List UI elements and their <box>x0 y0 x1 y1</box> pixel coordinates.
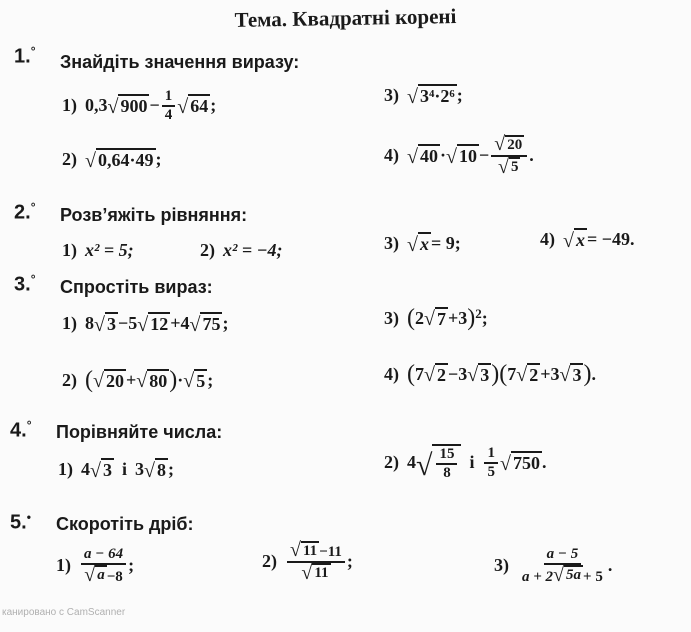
task-3-item-1: 1) 8 √ 3 −5 √ 12 +4 √ 75 ; <box>62 312 229 336</box>
task-2-item-2: 2) x² = −4; <box>200 240 283 260</box>
task-4-item-2: 2) 4 √ $\frac{15}{8}$ і $\frac{1}{5}$ √ 750 . <box>384 445 547 482</box>
task-4-item-1: 1) 4 √ 3 і 3 √ 8 ; <box>58 458 174 482</box>
task-1-item-2: 2) √ 0,64·49 ; <box>62 148 162 172</box>
task-2-number: 2.° <box>14 200 36 224</box>
task-3-heading: Спростіть вираз: <box>60 277 213 297</box>
task-1-item-1: 1) 0,3 √ 900 − $\frac{1}{4}$ √ 64 ; <box>62 88 217 123</box>
task-2-item-1: 1) x² = 5; <box>62 240 134 260</box>
task-3-item-2: 2) ( √ 20 + √ 80 ) · √ 5 ; <box>62 367 214 393</box>
task-5-item-2: 2) √ 11 −11 √ 11 ; <box>262 539 353 584</box>
task-2-item-3: 3) √ x = 9; <box>384 232 461 256</box>
task-2-item-4: 4) √ x = −49. <box>540 228 635 252</box>
task-1-item-3: 3) √ 3⁴·2⁶ ; <box>384 84 463 108</box>
task-4-heading: Порівняйте числа: <box>56 422 223 442</box>
task-2-heading: Розв’яжіть рівняння: <box>60 205 248 225</box>
task-3-item-3: 3) ( 2 √ 7 +3 ) $^2$ ; <box>384 305 488 331</box>
task-5-item-3: 3) a − 5 a + 2 √ 5a + 5 . <box>494 546 613 586</box>
scanner-watermark: канировано с CamScanner <box>2 607 126 618</box>
task-5-item-1: 1) a − 64 √ a −8 ; <box>56 546 135 586</box>
task-3-item-4: 4) ( 7 √ 2 −3 √ 3 )( 7 √ 2 +3 √ 3 ) . <box>384 361 596 387</box>
task-3-number: 3.° <box>14 272 36 296</box>
task-5-heading: Скоротіть дріб: <box>56 514 194 534</box>
task-1-item-4: 4) √ 40 · √ 10 − √ 20 √ 5 . <box>384 133 534 178</box>
task-5-number: 5.• <box>10 510 31 534</box>
task-1-heading: Знайдіть значення виразу: <box>60 52 300 72</box>
task-4-number: 4.° <box>10 418 32 442</box>
task-1-number: 1.° <box>14 44 36 68</box>
worksheet-title: Тема. Квадратні корені <box>234 4 457 32</box>
